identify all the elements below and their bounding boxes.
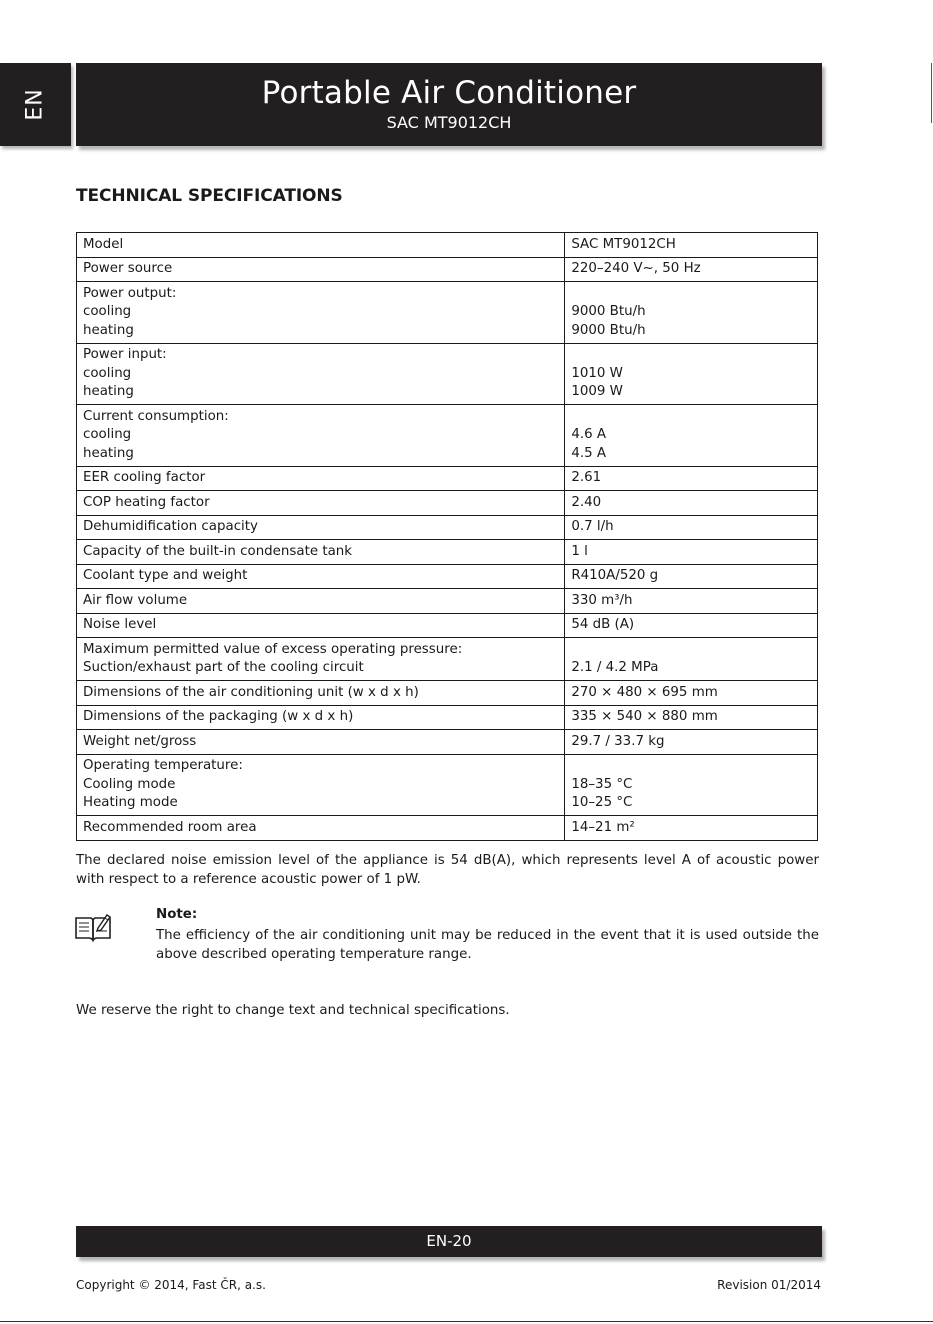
spec-value: 9000 Btu/h 9000 Btu/h — [565, 282, 818, 344]
spec-value: 0.7 l/h — [565, 515, 818, 540]
spec-parameter: Dimensions of the packaging (w x d x h) — [77, 705, 565, 730]
table-row — [77, 613, 818, 638]
open-book-icon — [74, 912, 112, 942]
spec-parameter: Operating temperature: Cooling mode Heating mode — [77, 754, 565, 816]
language-label: EN — [22, 88, 48, 121]
spec-value: 14–21 m² — [565, 816, 818, 841]
table-row — [77, 564, 818, 589]
reserve-rights-text: We reserve the right to change text and technical specifications. — [76, 1003, 510, 1018]
table-row — [77, 491, 818, 516]
spec-value: 2.1 / 4.2 MPa — [565, 638, 818, 681]
table-row — [77, 343, 818, 405]
specifications-table — [76, 232, 818, 841]
table-row — [77, 233, 818, 258]
model-subtitle: SAC MT9012CH — [386, 113, 512, 132]
spec-value: 54 dB (A) — [565, 613, 818, 638]
bottom-divider — [0, 1321, 933, 1322]
spec-parameter: Dimensions of the air conditioning unit (w x d x h) — [77, 681, 565, 706]
spec-parameter: Recommended room area — [77, 816, 565, 841]
table-row — [77, 730, 818, 755]
spec-value: 1 l — [565, 540, 818, 565]
table-row — [77, 282, 818, 344]
spec-value: 2.61 — [565, 466, 818, 491]
spec-value: R410A/520 g — [565, 564, 818, 589]
page-number: EN-20 — [426, 1232, 472, 1250]
language-tab — [0, 63, 71, 146]
table-row — [77, 257, 818, 282]
spec-parameter: Noise level — [77, 613, 565, 638]
spec-value: SAC MT9012CH — [565, 233, 818, 258]
note-title: Note: — [156, 907, 198, 922]
page-edge-divider — [931, 63, 932, 123]
spec-value: 330 m³/h — [565, 589, 818, 614]
page-number-bar — [76, 1226, 822, 1257]
spec-value: 2.40 — [565, 491, 818, 516]
spec-value: 29.7 / 33.7 kg — [565, 730, 818, 755]
spec-parameter: Maximum permitted value of excess operating pressure: Suction/exhaust part of the cooling circuit — [77, 638, 565, 681]
spec-parameter: Dehumidification capacity — [77, 515, 565, 540]
page-header — [76, 63, 822, 146]
copyright-text: Copyright © 2014, Fast ČR, a.s. — [76, 1278, 266, 1292]
spec-parameter: COP heating factor — [77, 491, 565, 516]
spec-parameter: Power input: cooling heating — [77, 343, 565, 405]
table-row — [77, 754, 818, 816]
spec-parameter: Weight net/gross — [77, 730, 565, 755]
page-title: Portable Air Conditioner — [261, 75, 637, 111]
spec-parameter: Model — [77, 233, 565, 258]
table-row — [77, 681, 818, 706]
table-row — [77, 816, 818, 841]
table-row — [77, 638, 818, 681]
spec-parameter: Coolant type and weight — [77, 564, 565, 589]
section-title: TECHNICAL SPECIFICATIONS — [76, 186, 343, 206]
revision-text: Revision 01/2014 — [717, 1278, 821, 1292]
spec-value: 220–240 V~, 50 Hz — [565, 257, 818, 282]
note-text: The efficiency of the air conditioning unit may be reduced in the event that it is used outside the above described operating temperature range. — [156, 928, 819, 962]
spec-value: 4.6 A 4.5 A — [565, 405, 818, 467]
spec-parameter: Capacity of the built-in condensate tank — [77, 540, 565, 565]
table-row — [77, 540, 818, 565]
spec-parameter: Power output: cooling heating — [77, 282, 565, 344]
spec-parameter: Current consumption: cooling heating — [77, 405, 565, 467]
noise-emission-paragraph: The declared noise emission level of the appliance is 54 dB(A), which represents level A of acoustic power with respect to a reference acoustic power of 1 pW. — [76, 853, 819, 887]
table-row — [77, 589, 818, 614]
spec-parameter: EER cooling factor — [77, 466, 565, 491]
spec-value: 1010 W 1009 W — [565, 343, 818, 405]
spec-parameter: Air flow volume — [77, 589, 565, 614]
table-row — [77, 405, 818, 467]
spec-parameter: Power source — [77, 257, 565, 282]
table-row — [77, 705, 818, 730]
spec-value: 270 × 480 × 695 mm — [565, 681, 818, 706]
table-row — [77, 515, 818, 540]
spec-value: 18–35 °C 10–25 °C — [565, 754, 818, 816]
spec-value: 335 × 540 × 880 mm — [565, 705, 818, 730]
table-row — [77, 466, 818, 491]
